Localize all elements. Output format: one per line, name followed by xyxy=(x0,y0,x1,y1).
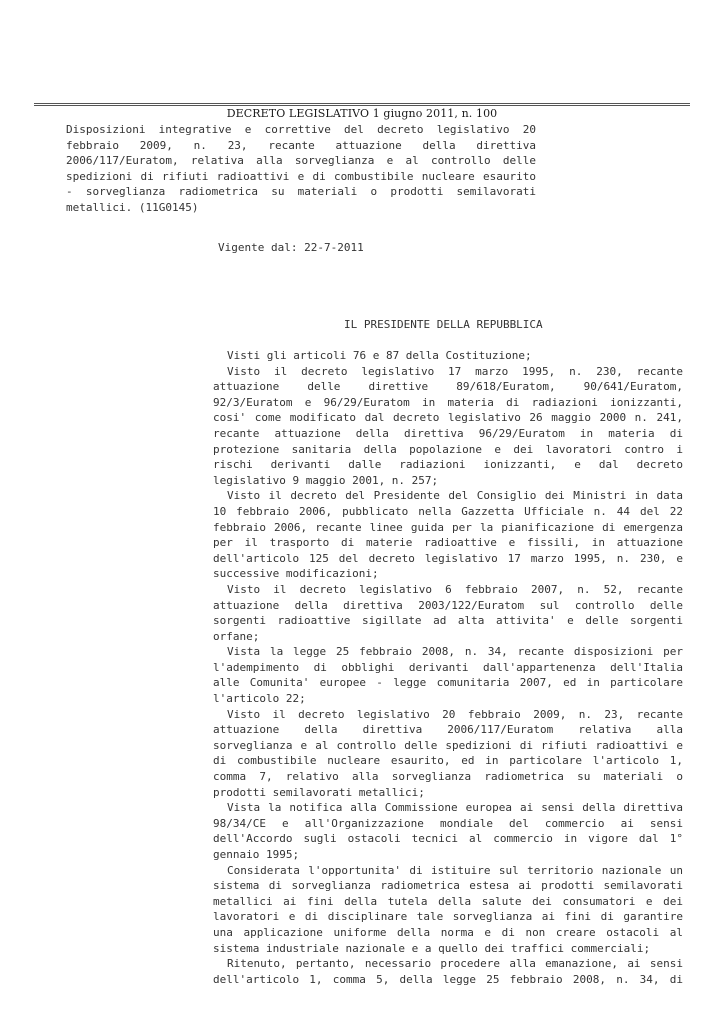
body-line: dell'articolo 125 del decreto legislativo 17 marzo 1995, n. 230, e xyxy=(213,551,683,565)
body-line: attuazione della direttiva 2003/122/Euratom sul controllo delle xyxy=(213,598,683,612)
body-line: 92/3/Euratom e 96/29/Euratom in materia di radiazioni ionizzanti, xyxy=(213,395,683,409)
subtitle-line: 2006/117/Euratom, relativa alla sorveglianza e al controllo delle xyxy=(66,154,536,168)
body-line: cosi' come modificato dal decreto legislativo 26 maggio 2000 n. 241, xyxy=(213,411,683,425)
body-line: sistema industriale nazionale e a quello dei traffici commerciali; xyxy=(213,941,651,955)
body-line: Ritenuto, pertanto, necessario procedere alla emanazione, ai sensi xyxy=(227,957,683,971)
body-line: Vista la legge 25 febbraio 2008, n. 34, recante disposizioni per xyxy=(227,645,683,659)
body-line: protezione sanitaria della popolazione e dei lavoratori contro i xyxy=(213,442,683,456)
subtitle-line: spedizioni di rifiuti radioattivi e di combustibile nucleare esaurito xyxy=(66,169,536,183)
effective-date: Vigente dal: 22-7-2011 xyxy=(218,241,364,254)
subtitle-line: metallici. (11G0145) xyxy=(66,200,199,214)
body-line: Visto il decreto legislativo 17 marzo 1995, n. 230, recante xyxy=(227,364,683,378)
body-line: sorgenti radioattive sigillate ad alta attivita' e delle sorgenti xyxy=(213,614,683,628)
body-line: una applicazione uniforme della norma e di non creare ostacoli al xyxy=(213,925,683,939)
body-line: lavoratori e di disciplinare tale sorveglianza ai fini di garantire xyxy=(213,910,683,924)
body-line: prodotti semilavorati metallici; xyxy=(213,785,425,799)
subtitle-line: - sorveglianza radiometrica su materiali o prodotti semilavorati xyxy=(66,185,536,199)
body-line: l'adempimento di obblighi derivanti dall'appartenenza dell'Italia xyxy=(213,660,683,674)
body-line: sorveglianza e al controllo delle spedizioni di rifiuti radioattivi e xyxy=(213,738,683,752)
body-line: gennaio 1995; xyxy=(213,848,300,861)
body-line: 98/34/CE e all'Organizzazione mondiale del commercio ai sensi xyxy=(213,816,683,830)
body-line: Considerata l'opportunita' di istituire sul territorio nazionale un xyxy=(227,863,683,877)
body-line: legislativo 9 maggio 2001, n. 257; xyxy=(213,473,439,487)
body-line: recante attuazione della direttiva 96/29/Euratom in materia di xyxy=(213,426,683,440)
body-line: dell'Accordo sugli ostacoli tecnici al commercio in vigore dal 1° xyxy=(213,832,683,846)
body-line: per il trasporto di materie radioattive e fissili, in attuazione xyxy=(213,536,683,550)
body-line: Visto il decreto legislativo 20 febbraio 2009, n. 23, recante xyxy=(227,707,683,721)
subtitle-line: febbraio 2009, n. 23, recante attuazione della direttiva xyxy=(66,138,536,152)
body-line: attuazione delle direttive 89/618/Euratom, 90/641/Euratom, xyxy=(213,380,683,394)
body-line: l'articolo 22; xyxy=(213,692,306,706)
body-line: Visti gli articoli 76 e 87 della Costituzione; xyxy=(227,349,532,362)
body-line: successive modificazioni; xyxy=(213,567,379,581)
body-line: 10 febbraio 2006, pubblicato nella Gazzetta Ufficiale n. 44 del 22 xyxy=(213,504,683,518)
body-line: metallici ai fini della tutela della salute dei consumatori e dei xyxy=(213,894,683,908)
body-line: comma 7, relativo alla sorveglianza radiometrica su materiali o xyxy=(213,770,683,784)
subtitle-line: Disposizioni integrative e correttive del decreto legislativo 20 xyxy=(66,123,536,136)
body-line: Visto il decreto legislativo 6 febbraio 2007, n. 52, recante xyxy=(227,582,683,596)
body-line: orfane; xyxy=(213,629,260,643)
body-line: di combustibile nucleare esaurito, ed in particolare l'articolo 1, xyxy=(213,754,683,768)
body-line: rischi derivanti dalle radiazioni ionizzanti, e dal decreto xyxy=(213,458,683,472)
body-line: dell'articolo 1, comma 5, della legge 25 febbraio 2008, n. 34, di xyxy=(213,972,683,986)
body-line: Visto il decreto del Presidente del Consiglio dei Ministri in data xyxy=(227,489,683,503)
body-line: Vista la notifica alla Commissione europea ai sensi della direttiva xyxy=(227,801,683,815)
document-title: DECRETO LEGISLATIVO 1 giugno 2011, n. 100 xyxy=(226,107,498,120)
document-body xyxy=(213,348,683,987)
document-subtitle xyxy=(66,122,536,216)
body-line: attuazione della direttiva 2006/117/Euratom relativa alla xyxy=(213,723,683,737)
body-line: febbraio 2006, recante linee guida per la pianificazione di emergenza xyxy=(213,520,683,534)
body-line: sistema di sorveglianza radiometrica estesa ai prodotti semilavorati xyxy=(213,879,683,893)
header-rule xyxy=(34,103,690,106)
president-heading: IL PRESIDENTE DELLA REPUBBLICA xyxy=(344,318,543,331)
body-line: alle Comunita' europee - legge comunitaria 2007, ed in particolare xyxy=(213,676,683,690)
